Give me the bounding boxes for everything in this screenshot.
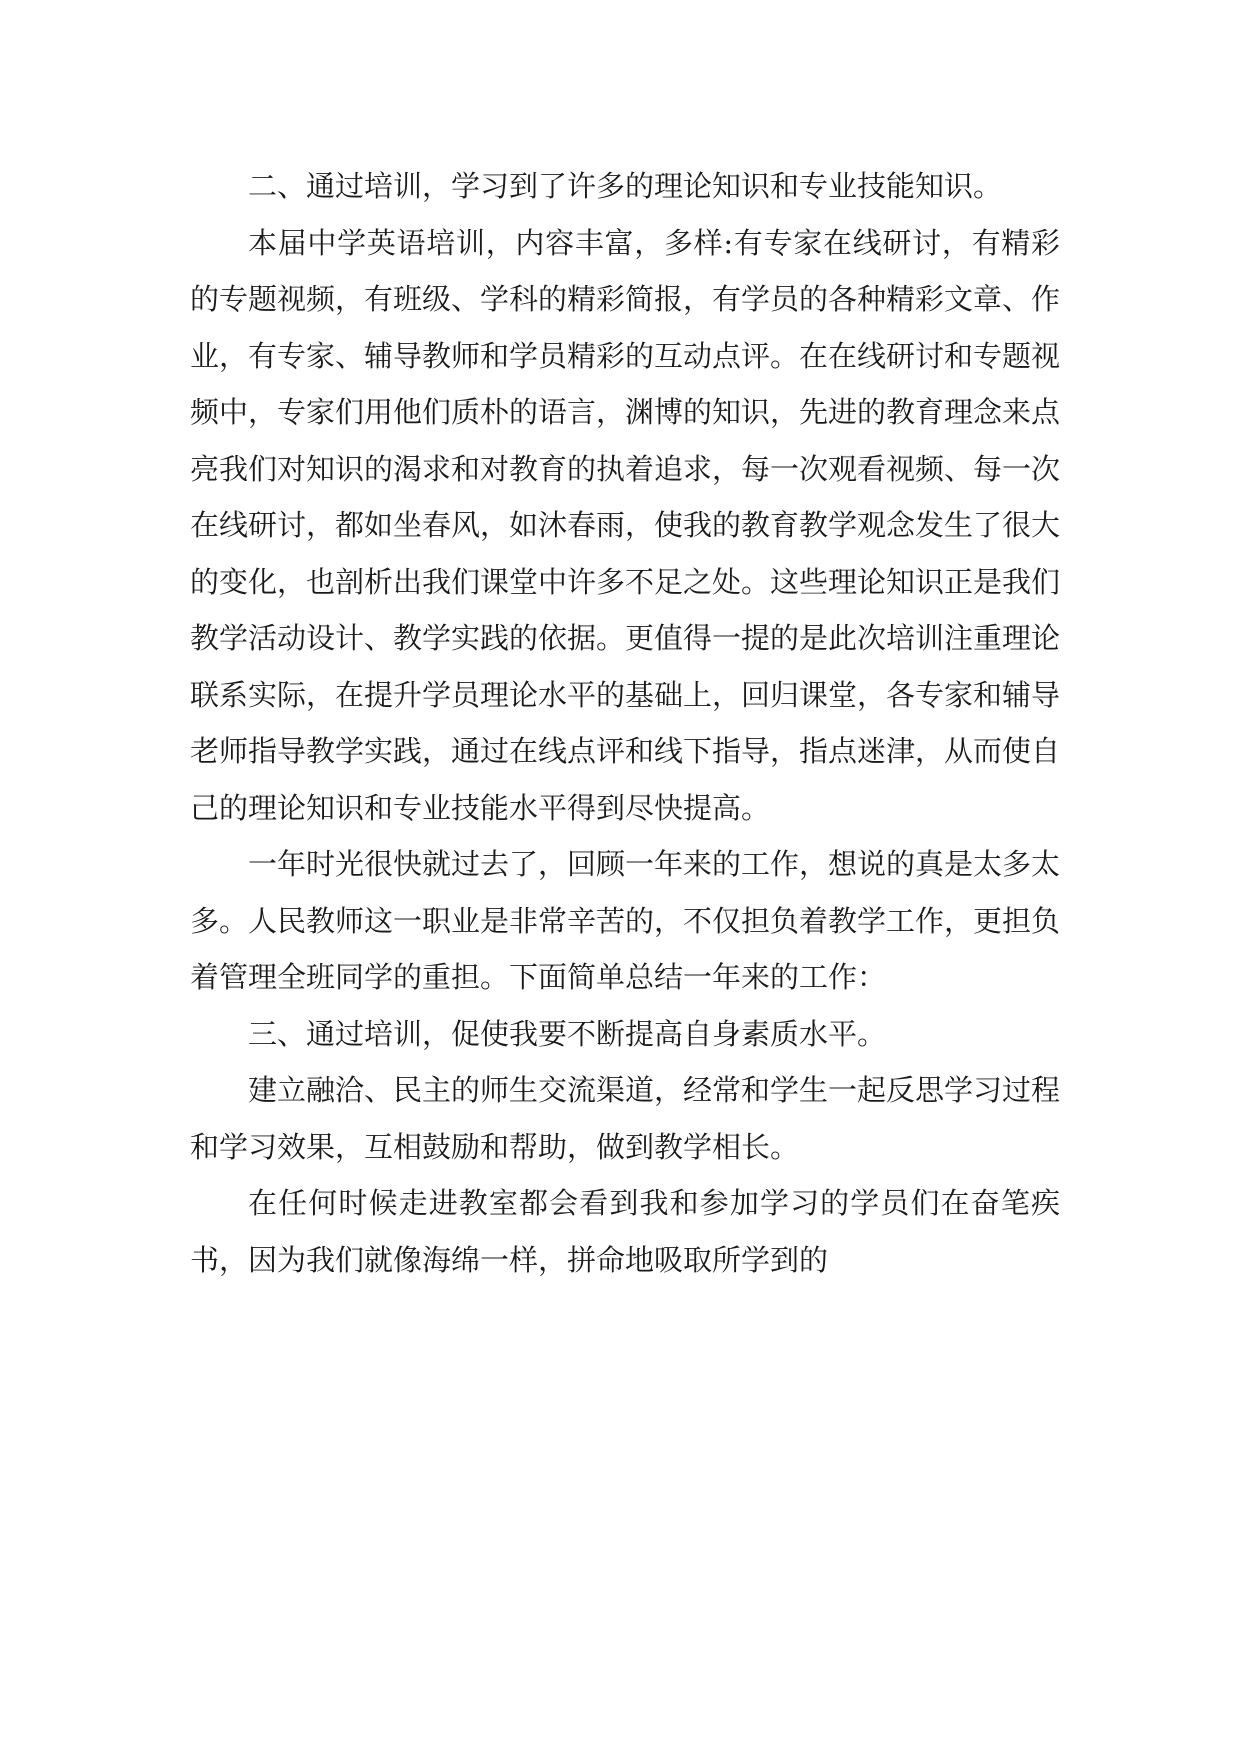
- paragraph-training-content: 本届中学英语培训，内容丰富，多样:有专家在线研讨，有精彩的专题视频，有班级、学科的精彩简报，有学员的各种精彩文章、作业，有专家、辅导教师和学员精彩的互动点评。在在线研讨和专题视频中，专家们用他们质朴的语言，渊博的知识，先进的教育理念来点亮我们对知识的渴求和对教育的执着追求，每一次观看视频、每一次在线研讨，都如坐春风，如沐春雨，使我的教育教学观念发生了很大的变化，也剖析出我们课堂中许多不足之处。这些理论知识正是我们教学活动设计、教学实践的依据。更值得一提的是此次培训注重理论联系实际，在提升学员理论水平的基础上，回归课堂，各专家和辅导老师指导教学实践，通过在线点评和线下指导，指点迷津，从而使自己的理论知识和专业技能水平得到尽快提高。: [190, 225, 1061, 825]
- paragraph-classroom-study: 在任何时候走进教室都会看到我和参加学习的学员们在奋笔疾书，因为我们就像海绵一样，拼命地吸取所学到的: [190, 1186, 1060, 1277]
- paragraph-year-review: 一年时光很快就过去了，回顾一年来的工作，想说的真是太多太多。人民教师这一职业是非常辛苦的，不仅担负着教学工作，更担负着管理全班同学的重担。下面简单总结一年来的工作：: [190, 847, 1061, 994]
- paragraph-section-three-heading: 三、通过培训，促使我要不断提高自身素质水平。: [248, 1016, 887, 1051]
- paragraph-teacher-student-communication: 建立融洽、民主的师生交流渠道，经常和学生一起反思学习过程和学习效果，互相鼓励和帮助，做到教学相长。: [190, 1073, 1061, 1164]
- document-body: [190, 158, 1060, 1288]
- paragraph-section-two-heading: 二、通过培训，学习到了许多的理论知识和专业技能知识。: [248, 169, 1003, 203]
